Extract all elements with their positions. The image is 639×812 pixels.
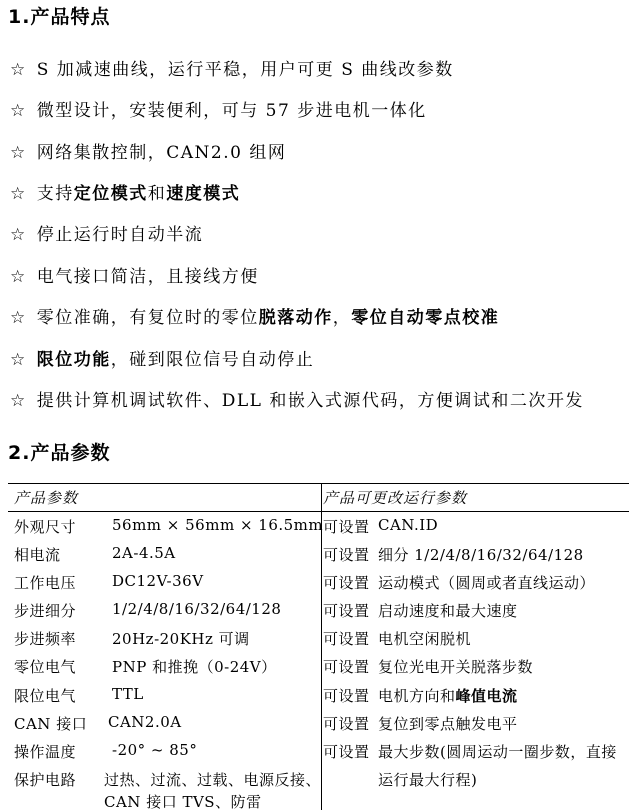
settable-prefix: 可设置: [323, 687, 370, 705]
feature-item: [10, 303, 499, 328]
feature-item: [10, 55, 454, 80]
star-icon: ☆: [10, 60, 27, 80]
param-value: TTL: [112, 685, 144, 703]
feature-item: [10, 179, 240, 204]
param-value: 20Hz-20KHz 可调: [112, 630, 250, 648]
settable-prefix: 可设置: [323, 743, 370, 761]
feature-text: 提供计算机调试软件、DLL 和嵌入式源代码，方便调试和二次开发: [36, 391, 584, 411]
table-header-left: 产品参数: [14, 489, 79, 507]
settable-value: CAN.ID: [378, 516, 439, 534]
feature-bold-text: 零位自动零点校准: [351, 308, 500, 328]
param-label: 操作温度: [14, 743, 77, 761]
feature-bold-text: 速度模式: [166, 184, 241, 204]
settable-value: 最大步数(圆周运动一圈步数，直接: [378, 743, 617, 761]
param-value: PNP 和推挽（0-24V）: [112, 658, 277, 676]
param-value: -20° ~ 85°: [112, 741, 198, 759]
param-label: 外观尺寸: [14, 518, 77, 536]
feature-text: ，碰到限位信号自动停止: [110, 350, 315, 370]
feature-bold-text: 定位模式: [73, 184, 148, 204]
settable-value-line2: 运行最大行程): [378, 771, 478, 789]
feature-text: 支持: [36, 184, 74, 204]
table-header-right: 产品可更改运行参数: [323, 489, 468, 507]
param-label: 相电流: [14, 546, 61, 564]
star-icon: ☆: [10, 308, 27, 328]
param-label: 步进细分: [14, 602, 77, 620]
settable-value: 电机空闲脱机: [378, 630, 472, 648]
settable-prefix: 可设置: [323, 715, 370, 733]
star-icon: ☆: [10, 143, 27, 163]
star-icon: ☆: [10, 267, 27, 287]
param-label: 限位电气: [14, 687, 77, 705]
settable-value-bold: 峰值电流: [455, 687, 518, 705]
feature-item: [10, 345, 314, 370]
param-label: CAN 接口: [14, 715, 88, 733]
settable-value: 启动速度和最大速度: [378, 602, 518, 620]
settable-value: 运动模式（圆周或者直线运动）: [378, 574, 596, 592]
settable-prefix: 可设置: [323, 518, 370, 536]
feature-text: 零位准确，有复位时的零位: [36, 308, 259, 328]
feature-text: 微型设计，安装便利，可与 57 步进电机一体化: [36, 101, 427, 121]
feature-text: 停止运行时自动半流: [36, 225, 204, 245]
feature-text: 网络集散控制，CAN2.0 组网: [36, 143, 287, 163]
settable-prefix: 可设置: [323, 630, 370, 648]
table-top-rule: [8, 483, 629, 484]
settable-value: [378, 685, 518, 706]
settable-prefix: 可设置: [323, 574, 370, 592]
param-label: 步进频率: [14, 630, 77, 648]
param-value: DC12V-36V: [112, 572, 204, 590]
settable-prefix: 可设置: [323, 602, 370, 620]
param-value: 2A-4.5A: [112, 544, 176, 562]
settable-value: 细分 1/2/4/8/16/32/64/128: [378, 546, 584, 564]
param-value: 1/2/4/8/16/32/64/128: [112, 600, 282, 618]
settable-prefix: 可设置: [323, 658, 370, 676]
param-value: 过热、过流、过载、电源反接、: [104, 771, 322, 789]
feature-item: [10, 386, 584, 411]
feature-bold-text: 限位功能: [36, 350, 111, 370]
star-icon: ☆: [10, 391, 27, 411]
param-label: 零位电气: [14, 658, 77, 676]
table-header-rule: [8, 511, 629, 512]
settable-value: 复位光电开关脱落步数: [378, 658, 534, 676]
feature-text: 电气接口简洁，且接线方便: [36, 267, 259, 287]
feature-item: [10, 220, 203, 245]
star-icon: ☆: [10, 184, 27, 204]
feature-item: [10, 138, 286, 163]
feature-text: ，: [332, 308, 352, 328]
feature-text: S 加减速曲线，运行平稳，用户可更 S 曲线改参数: [36, 60, 454, 80]
star-icon: ☆: [10, 350, 27, 370]
section-1-title: 1.产品特点: [8, 6, 111, 28]
feature-item: [10, 96, 427, 121]
param-label: 工作电压: [14, 574, 77, 592]
settable-value-text: 电机方向和: [378, 687, 456, 705]
param-value: 56mm × 56mm × 16.5mm: [112, 516, 324, 534]
settable-prefix: 可设置: [323, 546, 370, 564]
star-icon: ☆: [10, 225, 27, 245]
section-2-title: 2.产品参数: [8, 442, 111, 464]
param-value-line2: CAN 接口 TVS、防雷: [104, 793, 262, 811]
param-label: 保护电路: [14, 771, 77, 789]
feature-text: 和: [147, 184, 167, 204]
param-value: CAN2.0A: [108, 713, 182, 731]
settable-value: 复位到零点触发电平: [378, 715, 518, 733]
feature-item: [10, 262, 259, 287]
star-icon: ☆: [10, 101, 27, 121]
feature-bold-text: 脱落动作: [258, 308, 333, 328]
